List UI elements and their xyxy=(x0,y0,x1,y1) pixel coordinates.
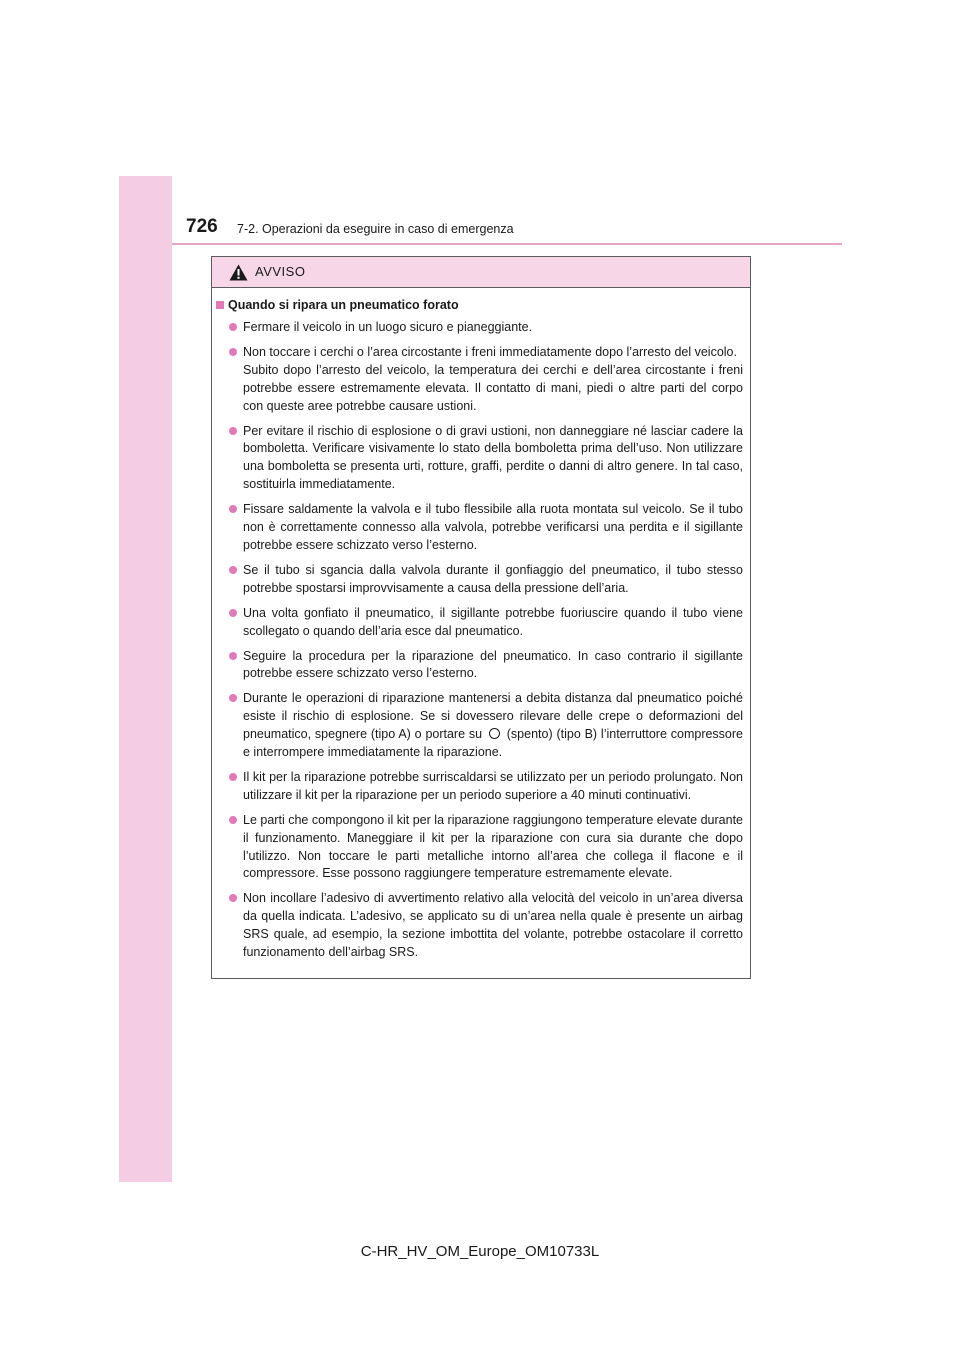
bullet-icon xyxy=(229,816,237,824)
warning-triangle-icon xyxy=(229,264,248,281)
bullet-icon xyxy=(229,505,237,513)
warning-title: AVVISO xyxy=(255,264,306,279)
item-text-after-icon: (spento) (tipo B) l’interruttore compressore e interrompere immediatamente la riparazione. xyxy=(243,727,743,760)
bullet-icon xyxy=(229,773,237,781)
item-text: Le parti che compongono il kit per la riparazione raggiungono temperature elevate durante il funzionamento. Maneggiare il kit per la riparazione con cura sia durante che dopo l’utilizzo. Non toccare le parti metalliche intorno all’area che collega il flacone e il compressore. Esse possono raggiungere temperature estremamente elevate. xyxy=(243,812,743,881)
bullet-icon xyxy=(229,348,237,356)
list-item xyxy=(212,501,750,555)
document-code: C-HR_HV_OM_Europe_OM10733L xyxy=(360,1243,600,1260)
item-text: Fissare saldamente la valvola e il tubo flessibile alla ruota montata sul veicolo. Se il tubo non è correttamente connesso alla valvola, potrebbe verificarsi una perdita e il sigillante potrebbe essere schizzato verso l’esterno. xyxy=(243,502,743,552)
page-number: 726 xyxy=(186,216,218,237)
list-item xyxy=(212,648,750,684)
item-text xyxy=(243,690,743,762)
warning-header xyxy=(212,257,750,288)
section-title: 7-2. Operazioni da eseguire in caso di emergenza xyxy=(237,222,514,236)
bullet-icon xyxy=(229,652,237,660)
list-item xyxy=(212,769,750,805)
list-item xyxy=(212,605,750,641)
bullet-icon xyxy=(229,566,237,574)
list-item xyxy=(212,690,750,762)
list-item xyxy=(212,423,750,495)
item-text: Non toccare i cerchi o l’area circostante i freni immediatamente dopo l’arresto del veicolo. xyxy=(243,344,737,359)
section-heading-text: Quando si ripara un pneumatico forato xyxy=(228,298,459,312)
item-text-before-icon: Durante le operazioni di riparazione mantenersi a debita distanza dal pneumatico poiché esiste il rischio di esplosione. Se si dovessero rilevare delle crepe o deformazioni del pneumatico, spegnere (tipo A) o portare su xyxy=(243,691,743,742)
item-text: Seguire la procedura per la riparazione del pneumatico. In caso contrario il sigillante potrebbe essere schizzato verso l’esterno. xyxy=(243,648,743,681)
bullet-icon xyxy=(229,323,237,331)
warning-body xyxy=(212,298,750,969)
item-text: Fermare il veicolo in un luogo sicuro e pianeggiante. xyxy=(243,320,533,334)
item-text: Non incollare l’adesivo di avvertimento relativo alla velocità del veicolo in un’area diversa da quella indicata. L’adesivo, se applicato su di un’area nella quale è presente un airbag SRS quale, ad esempio, la sezione imbottita del volante, potrebbe ostacolare il corretto funzionamento dell’airbag SRS. xyxy=(243,891,743,960)
square-bullet-icon xyxy=(216,301,224,309)
list-item xyxy=(212,890,750,962)
list-item xyxy=(212,319,750,337)
item-text: Il kit per la riparazione potrebbe surriscaldarsi se utilizzato per un periodo prolungato. Non utilizzare il kit per la riparazione per un periodo superiore a 40 minuti continuativi. xyxy=(243,769,743,802)
list-item xyxy=(212,562,750,598)
section-heading xyxy=(212,298,750,319)
side-tab-band xyxy=(119,176,172,1182)
item-text: Se il tubo si sgancia dalla valvola durante il gonfiaggio del pneumatico, il tubo stesso potrebbe spostarsi improvvisamente a causa della pressione dell’aria. xyxy=(243,562,743,595)
list-item xyxy=(212,344,750,416)
item-text-continued: Subito dopo l’arresto del veicolo, la temperatura dei cerchi e dell’area circostante i freni potrebbe essere estremamente elevata. Il contatto di mani, piedi o altre parti del corpo con queste aree potrebbe causare ustioni. xyxy=(243,362,743,413)
item-text: Una volta gonfiato il pneumatico, il sigillante potrebbe fuoriuscire quando il tubo viene scollegato o quando dell’aria esce dal pneumatico. xyxy=(243,605,743,638)
list-item xyxy=(212,812,750,884)
bullet-icon xyxy=(229,894,237,902)
bullet-icon xyxy=(229,427,237,435)
item-text: Per evitare il rischio di esplosione o di gravi ustioni, non danneggiare né lasciar cadere la bomboletta. Verificare visivamente lo stato della bomboletta prima dell’uso. Non utilizzare una bomboletta se presenta urti, rotture, graffi, perdite o danni di altro genere. In tal caso, sostituirla immediatamente. xyxy=(243,423,743,492)
bullet-icon xyxy=(229,694,237,702)
power-off-icon xyxy=(489,728,500,739)
bullet-icon xyxy=(229,609,237,617)
warning-box xyxy=(211,256,751,979)
header-rule xyxy=(172,243,842,245)
